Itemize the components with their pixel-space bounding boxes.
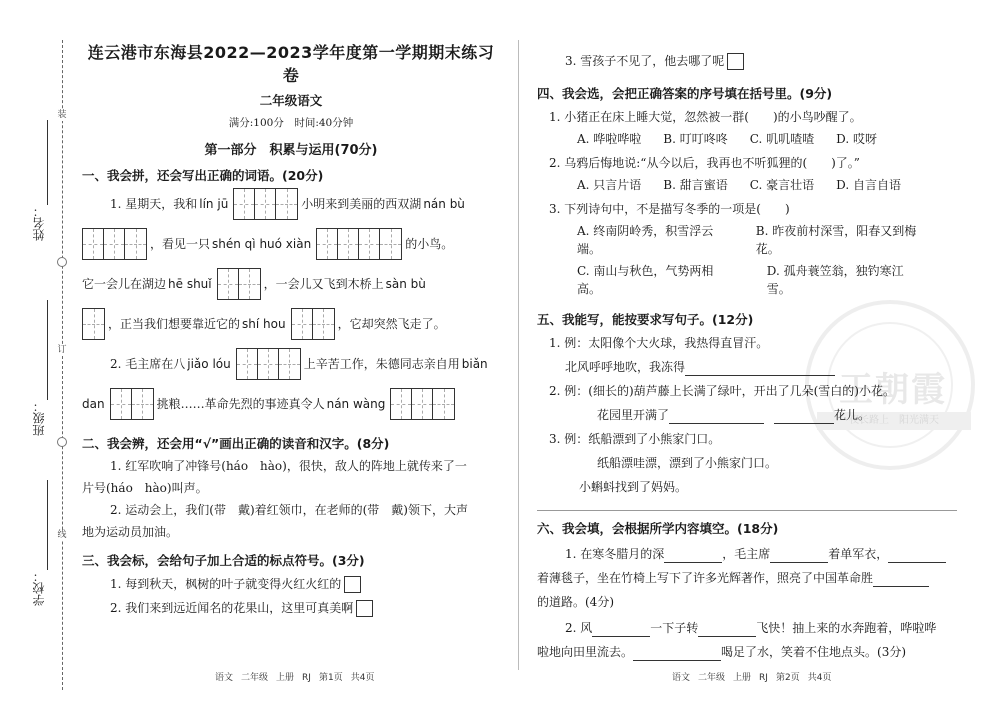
option[interactable]: D. 自言自语: [836, 178, 901, 192]
sec3-item-1: [82, 575, 500, 593]
sec5-answer-3: 小蝌蚪找到了妈妈。: [579, 480, 688, 494]
exam-title: 连云港市东海县2022—2023学年度第一学期期末练习卷: [87, 43, 495, 85]
sec1-text: ，它却突然飞走了。: [337, 317, 446, 331]
sec4-question: 1. 小猪正在床上睡大觉，忽然被一群( )的小鸟吵醒了。: [549, 110, 862, 124]
sec2-line: 2. 运动会上，我们(带 戴)着红领巾，在老师的(带 戴)领下，大声: [110, 503, 468, 517]
school-field: [30, 570, 50, 606]
character-grid[interactable]: [217, 268, 261, 300]
sec2-line: 地为运动员加油。: [82, 525, 179, 539]
footer-item: 共4页: [350, 673, 375, 683]
pinyin: shén qì huó xiàn: [212, 237, 312, 251]
footer-item: 语文: [672, 673, 691, 683]
class-field: [30, 400, 50, 436]
sec5-example: 纸船漂哇漂，漂到了小熊家门口。: [597, 456, 778, 470]
option[interactable]: C. 豪言壮语: [749, 178, 815, 192]
section-six-title: 六、我会填，会根据所学内容填空。(18分): [537, 521, 779, 536]
fill-blank[interactable]: [698, 623, 756, 637]
option[interactable]: B. 叮叮咚咚: [663, 132, 728, 146]
sec5-text: 花儿。: [834, 408, 871, 422]
class-blank[interactable]: [47, 300, 48, 400]
sec1-text: 挑粮……革命先烈的事迹真令人: [156, 397, 325, 411]
binding-hole-top: [57, 257, 67, 267]
section-one-title: 一、我会拼，还会写出正确的词语。(20分): [82, 168, 324, 183]
fill-blank[interactable]: [770, 549, 828, 563]
character-grid[interactable]: [233, 188, 298, 220]
page-left: [82, 40, 500, 617]
sec3-item-2: [82, 599, 500, 617]
sec4-question: 2. 乌鸦后悔地说:“从今以后，我再也不听狐狸的( )了。”: [549, 156, 860, 170]
sec1-row-5: [82, 344, 500, 384]
sec1-text: 小明来到美丽的西双湖: [301, 197, 422, 211]
sec5-answer-2: [537, 406, 957, 424]
footer-left: [215, 670, 382, 683]
sec5-text: 北风呼呼地吹，我冻得: [565, 360, 686, 374]
sec2-line: 片号(háo hào)叫声。: [82, 481, 208, 495]
option[interactable]: D. 孤舟蓑笠翁，独钓寒江雪。: [766, 264, 904, 296]
binding-dashed-line: [62, 40, 63, 690]
sec3-text: 2. 我们来到远近闻名的花果山，这里可真美啊: [110, 601, 354, 615]
sec5-example: 2. 例：(细长的)葫芦藤上长满了绿叶，开出了几朵(雪白的)小花。: [549, 384, 895, 398]
name-field: [30, 205, 50, 241]
footer-item: 二年级: [241, 673, 269, 683]
sec5-example: 3. 例：纸船漂到了小熊家门口。: [549, 432, 721, 446]
class-label: 班级：: [32, 400, 46, 436]
sec1-text: 2. 毛主席在八: [110, 357, 186, 371]
binding-mark-bottom: 线: [55, 530, 69, 541]
column-divider: [518, 40, 519, 670]
pinyin: hē shuǐ: [168, 277, 212, 291]
stamp-text: 王朝霞: [839, 370, 947, 410]
punctuation-box[interactable]: [727, 53, 744, 70]
option[interactable]: A. 只言片语: [577, 178, 642, 192]
punctuation-box[interactable]: [356, 600, 373, 617]
sec1-text: ，正当我们想要靠近它的: [108, 317, 241, 331]
school-label: 学校：: [32, 570, 46, 606]
sec6-text: 飞快！抽上来的水奔跑着，哗啦哗: [756, 621, 937, 635]
sec1-row-3: [82, 264, 500, 304]
fill-blank[interactable]: [888, 549, 946, 563]
sec6-text: 着单军衣，: [828, 547, 889, 561]
sec4-options: [537, 262, 957, 298]
sec6-text: 啦地向田里流去。: [537, 645, 634, 659]
sec4-options: [537, 130, 957, 148]
sec3-text: 1. 每到秋天，枫树的叶子就变得火红火红的: [110, 577, 342, 591]
footer-item: 上册: [276, 673, 295, 683]
section-three-title: 三、我会标，会给句子加上合适的标点符号。(3分): [82, 553, 365, 568]
sec6-line-2: [537, 569, 957, 587]
footer-item: 语文: [215, 673, 234, 683]
sec6-text: 1. 在寒冬腊月的深: [565, 547, 665, 561]
character-grid[interactable]: [316, 228, 402, 260]
exam-subject: 二年级语文: [259, 93, 323, 108]
character-grid[interactable]: [110, 388, 154, 420]
sec4-options: [537, 176, 957, 194]
pinyin: lín jū: [199, 197, 229, 211]
footer-item: 第1页: [318, 673, 343, 683]
footer-item: 第2页: [775, 673, 800, 683]
sec6-text: 2. 风: [565, 621, 593, 635]
option[interactable]: A. 哗啦哗啦: [577, 132, 642, 146]
footer-item: 共4页: [807, 673, 832, 683]
sec1-row-1: [82, 184, 500, 224]
footer-item: RJ: [302, 673, 311, 683]
binding-margin: [0, 0, 72, 708]
binding-mark-mid: 订: [55, 345, 69, 356]
sec6-text: 喝足了水，笑着不住地点头。(3分): [721, 645, 907, 659]
binding-hole-bottom: [57, 437, 67, 447]
sec3-text: 3. 雪孩子不见了，他去哪了呢: [565, 54, 725, 68]
character-grid[interactable]: [291, 308, 335, 340]
sec6-text: ，毛主席: [722, 547, 771, 561]
pinyin: nán bù: [423, 197, 465, 211]
answer-blank[interactable]: [669, 410, 764, 424]
sec5-example: 1. 例：太阳像个大火球，我热得直冒汗。: [549, 336, 769, 350]
footer-item: 上册: [733, 673, 752, 683]
punctuation-box[interactable]: [344, 576, 361, 593]
sec1-text: 1. 星期天，我和: [110, 197, 198, 211]
pinyin: dan: [82, 397, 105, 411]
pinyin: biǎn: [461, 357, 488, 371]
sec6-line-1: [537, 545, 957, 563]
fill-blank[interactable]: [873, 573, 929, 587]
option[interactable]: C. 叽叽喳喳: [749, 132, 815, 146]
sec1-text: ，看见一只: [150, 237, 211, 251]
sec6-line-5: [537, 643, 957, 661]
character-grid[interactable]: [82, 308, 105, 340]
section-divider: [537, 510, 957, 511]
footer-right: [672, 670, 839, 683]
answer-blank[interactable]: [774, 410, 834, 424]
sec1-row-6: [82, 384, 500, 424]
name-label: 姓名：: [32, 205, 46, 241]
footer-item: 二年级: [698, 673, 726, 683]
answer-blank[interactable]: [685, 362, 835, 376]
option[interactable]: D. 哎呀: [836, 132, 877, 146]
sec1-row-4: [82, 304, 500, 344]
sec4-options: [537, 222, 957, 258]
option[interactable]: A. 终南阴岭秀，积雪浮云端。: [577, 224, 714, 256]
character-grid[interactable]: [236, 348, 301, 380]
section-two-title: 二、我会辨，还会用“√”画出正确的读音和汉字。(8分): [82, 436, 390, 451]
binding-mark-top: 装: [55, 110, 69, 121]
character-grid[interactable]: [82, 228, 147, 260]
name-blank[interactable]: [47, 120, 48, 205]
sec4-question: 3. 下列诗句中，不是描写冬季的一项是( ): [549, 202, 790, 216]
sec1-text: ，一会儿又飞到木桥上: [263, 277, 384, 291]
option[interactable]: C. 南山与秋色，气势两相高。: [577, 264, 714, 296]
section-five-title: 五、我能写，能按要求写句子。(12分): [537, 312, 754, 327]
fill-blank[interactable]: [633, 647, 721, 661]
stamp-ribbon: 夜长路上 阳光满天: [817, 412, 971, 430]
pinyin: sàn bù: [385, 277, 426, 291]
sec6-line-3: 的道路。(4分): [537, 595, 614, 609]
sec5-answer-1: [537, 358, 957, 376]
sec3-item-3: [537, 52, 957, 70]
sec2-line: 1. 红军吹响了冲锋号(háo hào)，很快，敌人的阵地上就传来了一: [110, 459, 467, 473]
sec6-line-4: [537, 619, 957, 637]
part-one-title: 第一部分 积累与运用(70分): [204, 143, 378, 158]
sec1-row-2: [82, 224, 500, 264]
pinyin: shí hou: [242, 317, 286, 331]
sec1-text: 的小鸟。: [405, 237, 454, 251]
pinyin: jiǎo lóu: [187, 357, 231, 371]
sec1-text: 它一会儿在湖边: [82, 277, 167, 291]
fill-blank[interactable]: [592, 623, 650, 637]
page-right: [537, 40, 957, 661]
pinyin: nán wàng: [326, 397, 386, 411]
character-grid[interactable]: [390, 388, 455, 420]
exam-meta: 满分:100分 时间:40分钟: [228, 117, 354, 129]
sec6-text: 着薄毯子，坐在竹椅上写下了许多光辉著作，照亮了中国革命胜: [537, 571, 874, 585]
sec6-text: 一下子转: [650, 621, 699, 635]
sec5-text: 花园里开满了: [597, 408, 670, 422]
option[interactable]: B. 昨夜前村深雪，阳春又到梅花。: [755, 224, 917, 256]
footer-item: RJ: [759, 673, 768, 683]
fill-blank[interactable]: [664, 549, 722, 563]
section-four-title: 四、我会选，会把正确答案的序号填在括号里。(9分): [537, 86, 833, 101]
school-blank[interactable]: [47, 480, 48, 570]
option[interactable]: B. 甜言蜜语: [663, 178, 728, 192]
sec1-text: 上辛苦工作，朱德同志亲自用: [303, 357, 460, 371]
